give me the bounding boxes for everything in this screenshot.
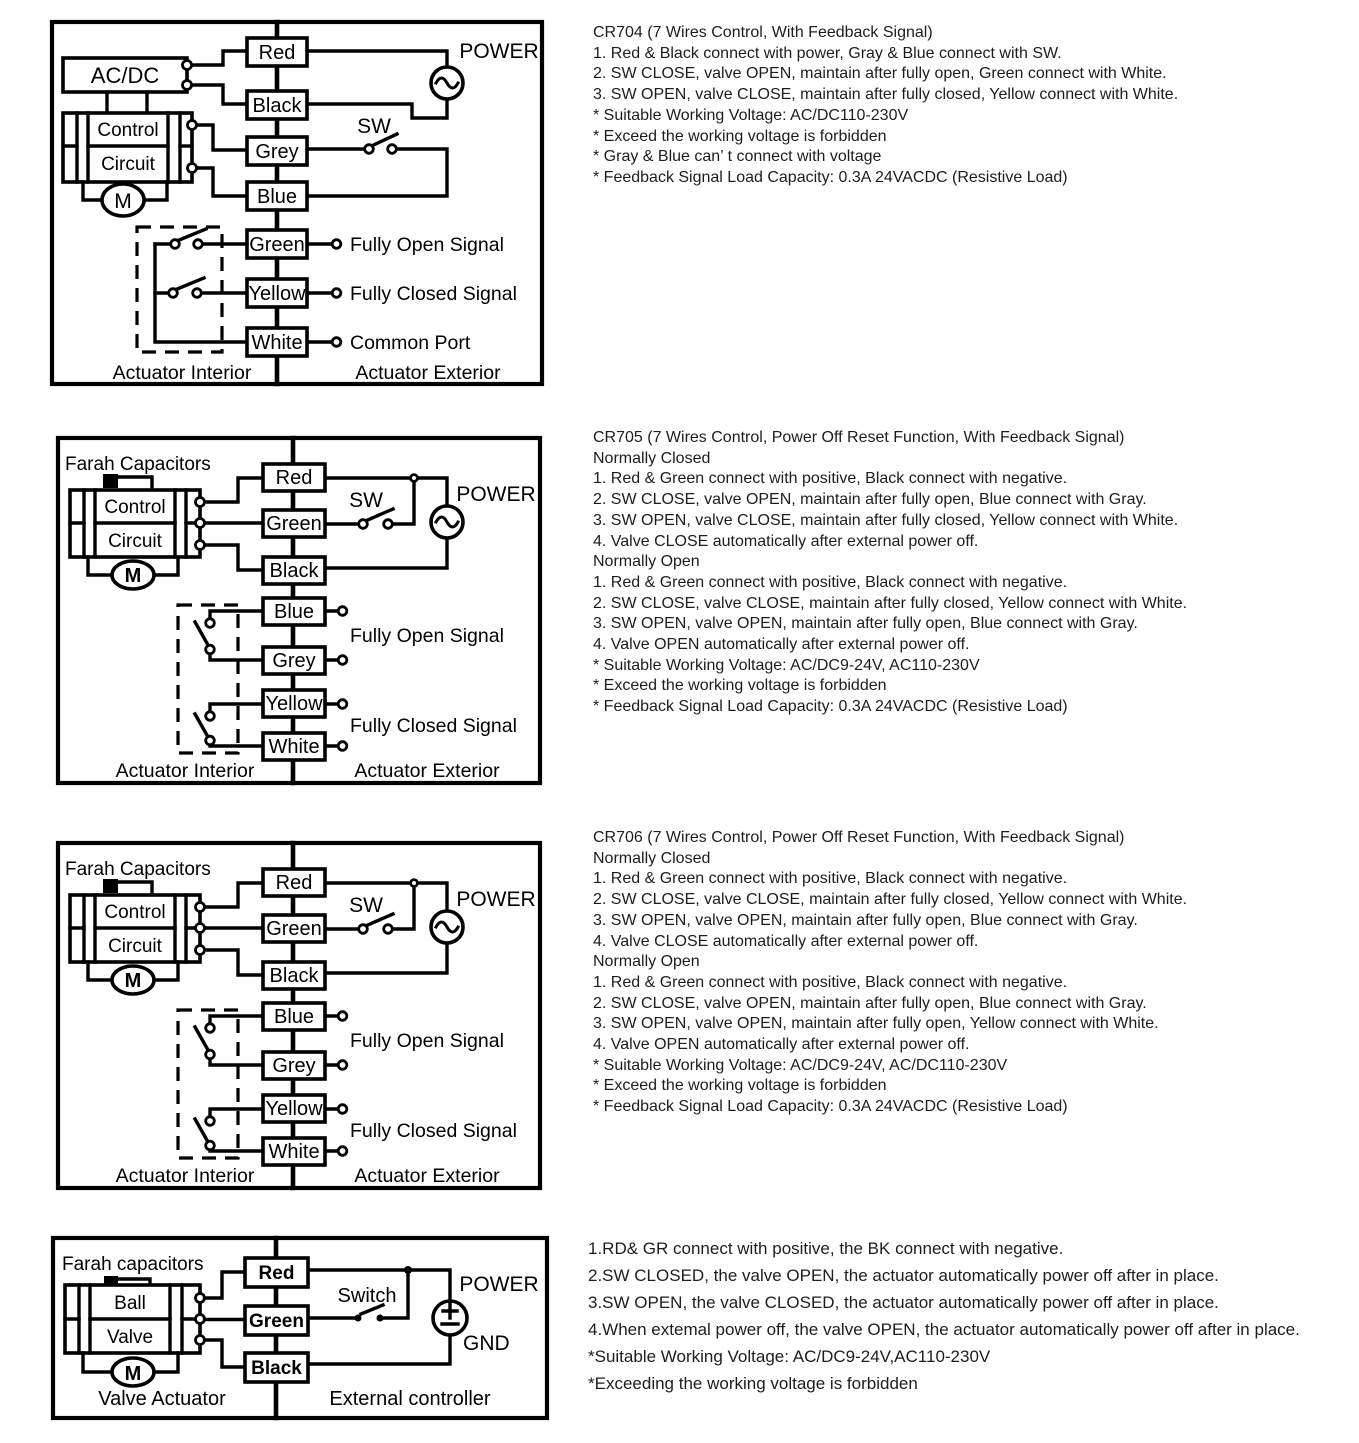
diagram-cr705 xyxy=(58,438,540,783)
fully-closed-signal-label: Fully Closed Signal xyxy=(350,283,517,305)
actuator-exterior-label: Actuator Exterior xyxy=(355,362,501,384)
wire-label-red: Red xyxy=(258,42,296,64)
circuit-label: Circuit xyxy=(101,154,155,175)
notes-cr705 xyxy=(593,428,1353,718)
note-line: 4. Valve OPEN automatically after external power off. xyxy=(593,1036,970,1054)
fully-open-signal-label: Fully Open Signal xyxy=(350,1030,504,1052)
note-line: 3. SW OPEN, valve OPEN, maintain after fully open, Yellow connect with White. xyxy=(593,1015,1159,1033)
note-line: 4.When extemal power off, the valve OPEN, the actuator automatically power off after in place. xyxy=(588,1320,1300,1339)
motor-label: M xyxy=(124,970,142,992)
power-label: POWER xyxy=(459,1273,539,1296)
note-line: CR705 (7 Wires Control, Power Off Reset Function, With Feedback Signal) xyxy=(593,429,1125,446)
valve-actuator-label: Valve Actuator xyxy=(98,1388,226,1410)
note-line: 3. SW OPEN, valve OPEN, maintain after fully open, Blue connect with Gray. xyxy=(593,911,1138,929)
circuit-label: Circuit xyxy=(108,936,162,957)
note-line: 3. SW OPEN, valve OPEN, maintain after fully open, Blue connect with Gray. xyxy=(593,615,1138,633)
note-line: * Suitable Working Voltage: AC/DC110-230V xyxy=(593,106,909,124)
farah-capacitors-label: Farah capacitors xyxy=(62,1254,204,1275)
power-label: POWER xyxy=(456,483,536,506)
notes-cr706 xyxy=(593,828,1353,1118)
wire-label-black: Black xyxy=(251,1358,302,1379)
diagram-cr704 xyxy=(52,22,542,384)
note-line: 2. SW CLOSE, valve OPEN, maintain after fully open, Blue connect with Gray. xyxy=(593,994,1147,1012)
note-line: 1.RD& GR connect with positive, the BK connect with negative. xyxy=(588,1239,1064,1258)
note-line: 3. SW OPEN, valve CLOSE, maintain after fully closed, Yellow connect with White. xyxy=(593,511,1179,529)
gnd-label: GND xyxy=(463,1332,510,1355)
wire-label-green: Green xyxy=(249,1311,304,1332)
note-line: 2. SW CLOSE, valve OPEN, maintain after fully open, Green connect with White. xyxy=(593,65,1167,83)
wire-label-yellow: Yellow xyxy=(265,693,323,715)
common-port-label: Common Port xyxy=(350,332,471,354)
switch-label: Switch xyxy=(337,1285,397,1307)
note-line: CR704 (7 Wires Control, With Feedback Signal) xyxy=(593,24,933,41)
note-line: 2.SW CLOSED, the valve OPEN, the actuator automatically power off after in place. xyxy=(588,1266,1219,1285)
motor-label: M xyxy=(124,1363,142,1385)
note-line: 3.SW OPEN, the valve CLOSED, the actuator automatically power off after in place. xyxy=(588,1293,1219,1312)
note-line: 2. SW CLOSE, valve CLOSE, maintain after fully closed, Yellow connect with White. xyxy=(593,891,1188,909)
external-controller-label: External controller xyxy=(329,1388,491,1410)
circuit-label: Circuit xyxy=(108,531,162,552)
wire-label-black: Black xyxy=(252,95,302,117)
farah-capacitors-label: Farah Capacitors xyxy=(65,859,211,880)
note-line: * Suitable Working Voltage: AC/DC9-24V, AC/DC110-230V xyxy=(593,1056,1008,1074)
note-line: *Exceeding the working voltage is forbidden xyxy=(588,1374,918,1393)
actuator-interior-label: Actuator Interior xyxy=(115,1165,255,1187)
note-line: 1. Red & Green connect with positive, Black connect with negative. xyxy=(593,470,1068,488)
wire-label-blue: Blue xyxy=(273,601,315,623)
note-line: Normally Open xyxy=(593,953,700,971)
motor-label: M xyxy=(114,190,132,213)
wire-label-red: Red xyxy=(275,872,313,894)
wire-label-red: Red xyxy=(275,467,313,489)
note-line: *Suitable Working Voltage: AC/DC9-24V,AC110-230V xyxy=(588,1347,991,1366)
note-line: Normally Closed xyxy=(593,449,711,467)
wire-label-black: Black xyxy=(269,560,319,582)
wire-label-green: Green xyxy=(266,513,322,535)
actuator-exterior-label: Actuator Exterior xyxy=(354,760,500,782)
note-line: 2. SW CLOSE, valve CLOSE, maintain after fully closed, Yellow connect with White. xyxy=(593,594,1188,612)
note-line: * Feedback Signal Load Capacity: 0.3A 24VACDC (Resistive Load) xyxy=(593,698,1068,716)
note-line: 4. Valve CLOSE automatically after external power off. xyxy=(593,532,979,550)
wire-label-white: White xyxy=(268,736,320,758)
wire-label-red: Red xyxy=(258,1263,295,1284)
note-line: 4. Valve CLOSE automatically after external power off. xyxy=(593,932,979,950)
wire-label-blue: Blue xyxy=(256,186,298,208)
sw-label: SW xyxy=(349,489,383,512)
note-line: * Exceed the working voltage is forbidden xyxy=(593,677,887,695)
note-line: 1. Red & Green connect with positive, Black connect with negative. xyxy=(593,973,1068,991)
wire-label-green: Green xyxy=(266,918,322,940)
note-line: 3. SW OPEN, valve CLOSE, maintain after fully closed, Yellow connect with White. xyxy=(593,86,1179,104)
note-line: 1. Red & Green connect with positive, Black connect with negative. xyxy=(593,573,1068,591)
fully-closed-signal-label: Fully Closed Signal xyxy=(350,1120,517,1142)
notes-bottom-diagram xyxy=(588,1235,1348,1397)
ball-label: Ball xyxy=(114,1293,146,1314)
fully-open-signal-label: Fully Open Signal xyxy=(350,625,504,647)
sw-label: SW xyxy=(349,894,383,917)
note-line: 1. Red & Black connect with power, Gray & Blue connect with SW. xyxy=(593,44,1062,62)
wire-label-black: Black xyxy=(269,965,319,987)
note-line: 1. Red & Green connect with positive, Black connect with negative. xyxy=(593,870,1068,888)
sw-label: SW xyxy=(357,115,391,138)
note-line: * Exceed the working voltage is forbidden xyxy=(593,1077,887,1095)
note-line: CR706 (7 Wires Control, Power Off Reset Function, With Feedback Signal) xyxy=(593,829,1125,846)
note-line: * Gray & Blue can’ t connect with voltage xyxy=(593,148,882,166)
note-line: * Feedback Signal Load Capacity: 0.3A 24VACDC (Resistive Load) xyxy=(593,1098,1068,1116)
wire-label-white: White xyxy=(268,1141,320,1163)
note-line: Normally Closed xyxy=(593,849,711,867)
valve-label: Valve xyxy=(106,1327,154,1348)
wire-label-blue: Blue xyxy=(273,1006,315,1028)
diagram-cr706 xyxy=(58,843,540,1188)
note-line: 4. Valve OPEN automatically after external power off. xyxy=(593,636,970,654)
wire-label-grey: Grey xyxy=(255,141,299,163)
note-line: * Exceed the working voltage is forbidden xyxy=(593,127,887,145)
actuator-interior-label: Actuator Interior xyxy=(112,362,252,384)
actuator-exterior-label: Actuator Exterior xyxy=(354,1165,500,1187)
fully-closed-signal-label: Fully Closed Signal xyxy=(350,715,517,737)
note-line: * Feedback Signal Load Capacity: 0.3A 24VACDC (Resistive Load) xyxy=(593,168,1068,186)
acdc-label: AC/DC xyxy=(90,63,160,88)
motor-label: M xyxy=(124,565,142,587)
diagram-power-off-reset xyxy=(53,1238,547,1418)
power-label: POWER xyxy=(459,40,539,63)
farah-capacitors-label: Farah Capacitors xyxy=(65,454,211,475)
note-line: 2. SW CLOSE, valve OPEN, maintain after fully open, Blue connect with Gray. xyxy=(593,491,1147,509)
wire-label-grey: Grey xyxy=(272,650,316,672)
wire-label-yellow: Yellow xyxy=(248,283,306,305)
control-label: Control xyxy=(104,902,166,923)
fully-open-signal-label: Fully Open Signal xyxy=(350,234,504,256)
control-label: Control xyxy=(104,497,166,518)
wire-label-grey: Grey xyxy=(272,1055,316,1077)
note-line: Normally Open xyxy=(593,553,700,571)
wire-label-yellow: Yellow xyxy=(265,1098,323,1120)
wire-label-white: White xyxy=(251,332,303,354)
control-label: Control xyxy=(97,120,159,141)
power-label: POWER xyxy=(456,888,536,911)
note-line: * Suitable Working Voltage: AC/DC9-24V, AC110-230V xyxy=(593,656,980,674)
wire-label-green: Green xyxy=(249,234,305,256)
actuator-interior-label: Actuator Interior xyxy=(115,760,255,782)
notes-cr704 xyxy=(593,23,1353,189)
